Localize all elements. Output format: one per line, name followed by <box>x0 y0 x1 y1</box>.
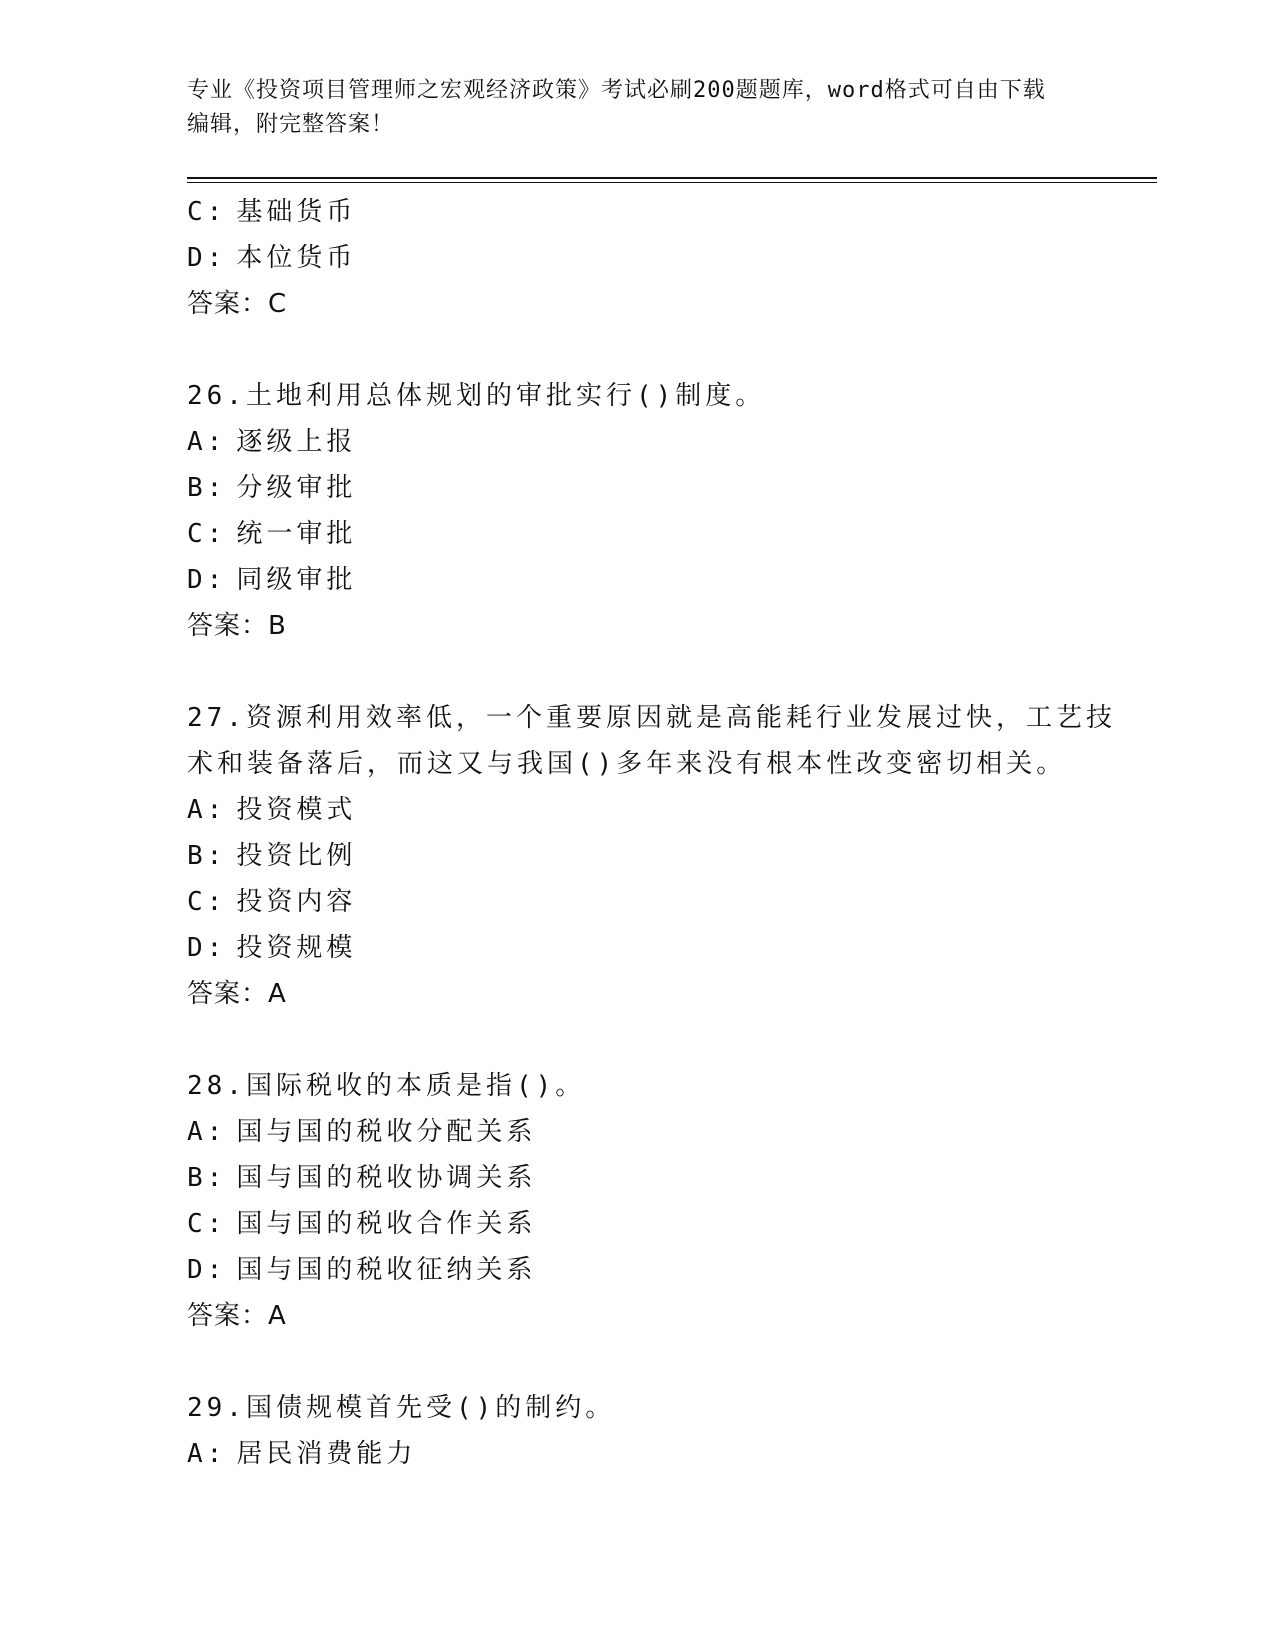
question-number: 29. <box>187 1393 246 1423</box>
question-spacer <box>187 327 1087 373</box>
option-line <box>187 419 1087 465</box>
option-key: C: <box>187 887 227 917</box>
option-text: 本位货币 <box>236 243 357 273</box>
option-line <box>187 879 1087 925</box>
option-line <box>187 511 1087 557</box>
question-text: 术和装备落后，而这又与我国()多年来没有根本性改变密切相关。 <box>187 749 1067 779</box>
option-key: B: <box>187 1163 227 1193</box>
answer-line: 答案：C <box>187 289 288 319</box>
option-key: C: <box>187 1209 227 1239</box>
option-text: 国与国的税收分配关系 <box>236 1117 537 1147</box>
option-text: 投资规模 <box>236 933 357 963</box>
question-spacer <box>187 649 1087 695</box>
option-text: 国与国的税收协调关系 <box>236 1163 537 1193</box>
option-line <box>187 465 1087 511</box>
question-text: 资源利用效率低，一个重要原因就是高能耗行业发展过快，工艺技 <box>245 703 1116 733</box>
option-key: A: <box>187 795 227 825</box>
option-text: 国与国的税收合作关系 <box>236 1209 537 1239</box>
option-text: 投资模式 <box>236 795 357 825</box>
option-line <box>187 1431 1087 1477</box>
option-text: 投资比例 <box>236 841 357 871</box>
option-line <box>187 557 1087 603</box>
question-stem-continued <box>187 741 1087 787</box>
question-text: 国债规模首先受()的制约。 <box>245 1393 616 1423</box>
answer-line: 答案：B <box>187 611 287 641</box>
option-key: D: <box>187 243 227 273</box>
question-text: 土地利用总体规划的审批实行()制度。 <box>245 381 766 411</box>
option-key: A: <box>187 1439 227 1469</box>
option-text: 居民消费能力 <box>236 1439 417 1469</box>
question-number: 27. <box>187 703 246 733</box>
document-header: 专业《投资项目管理师之宏观经济政策》考试必刷200题题库，word格式可自由下载编辑，附完整答案！ <box>187 78 1046 137</box>
header-rule-thin <box>187 182 1157 183</box>
option-line <box>187 1247 1087 1293</box>
question-stem <box>187 1385 1087 1431</box>
option-line <box>187 1155 1087 1201</box>
question-text: 国际税收的本质是指()。 <box>245 1071 586 1101</box>
option-key: B: <box>187 841 227 871</box>
option-key: C: <box>187 197 227 227</box>
option-text: 投资内容 <box>236 887 357 917</box>
answer-line: 答案：A <box>187 979 287 1009</box>
question-stem <box>187 1063 1087 1109</box>
option-line <box>187 1201 1087 1247</box>
header-rule-thick <box>187 177 1157 179</box>
option-key: A: <box>187 1117 227 1147</box>
question-spacer <box>187 1339 1087 1385</box>
question-stem <box>187 695 1116 741</box>
question-stem <box>187 373 1087 419</box>
option-key: B: <box>187 473 227 503</box>
question-number: 26. <box>187 381 246 411</box>
question-spacer <box>187 1017 1087 1063</box>
option-key: D: <box>187 1255 227 1285</box>
option-text: 分级审批 <box>236 473 357 503</box>
option-text: 基础货币 <box>236 197 357 227</box>
option-line <box>187 925 1087 971</box>
option-key: D: <box>187 933 227 963</box>
option-text: 统一审批 <box>236 519 357 549</box>
option-key: C: <box>187 519 227 549</box>
option-text: 逐级上报 <box>236 427 357 457</box>
question-content <box>187 189 1116 1477</box>
option-key: A: <box>187 427 227 457</box>
answer-line: 答案：A <box>187 1301 287 1331</box>
option-line <box>187 1109 1087 1155</box>
option-line <box>187 189 1087 235</box>
option-line <box>187 833 1087 879</box>
option-key: D: <box>187 565 227 595</box>
option-line <box>187 787 1087 833</box>
option-text: 同级审批 <box>236 565 357 595</box>
option-text: 国与国的税收征纳关系 <box>236 1255 537 1285</box>
option-line <box>187 235 1087 281</box>
question-number: 28. <box>187 1071 246 1101</box>
